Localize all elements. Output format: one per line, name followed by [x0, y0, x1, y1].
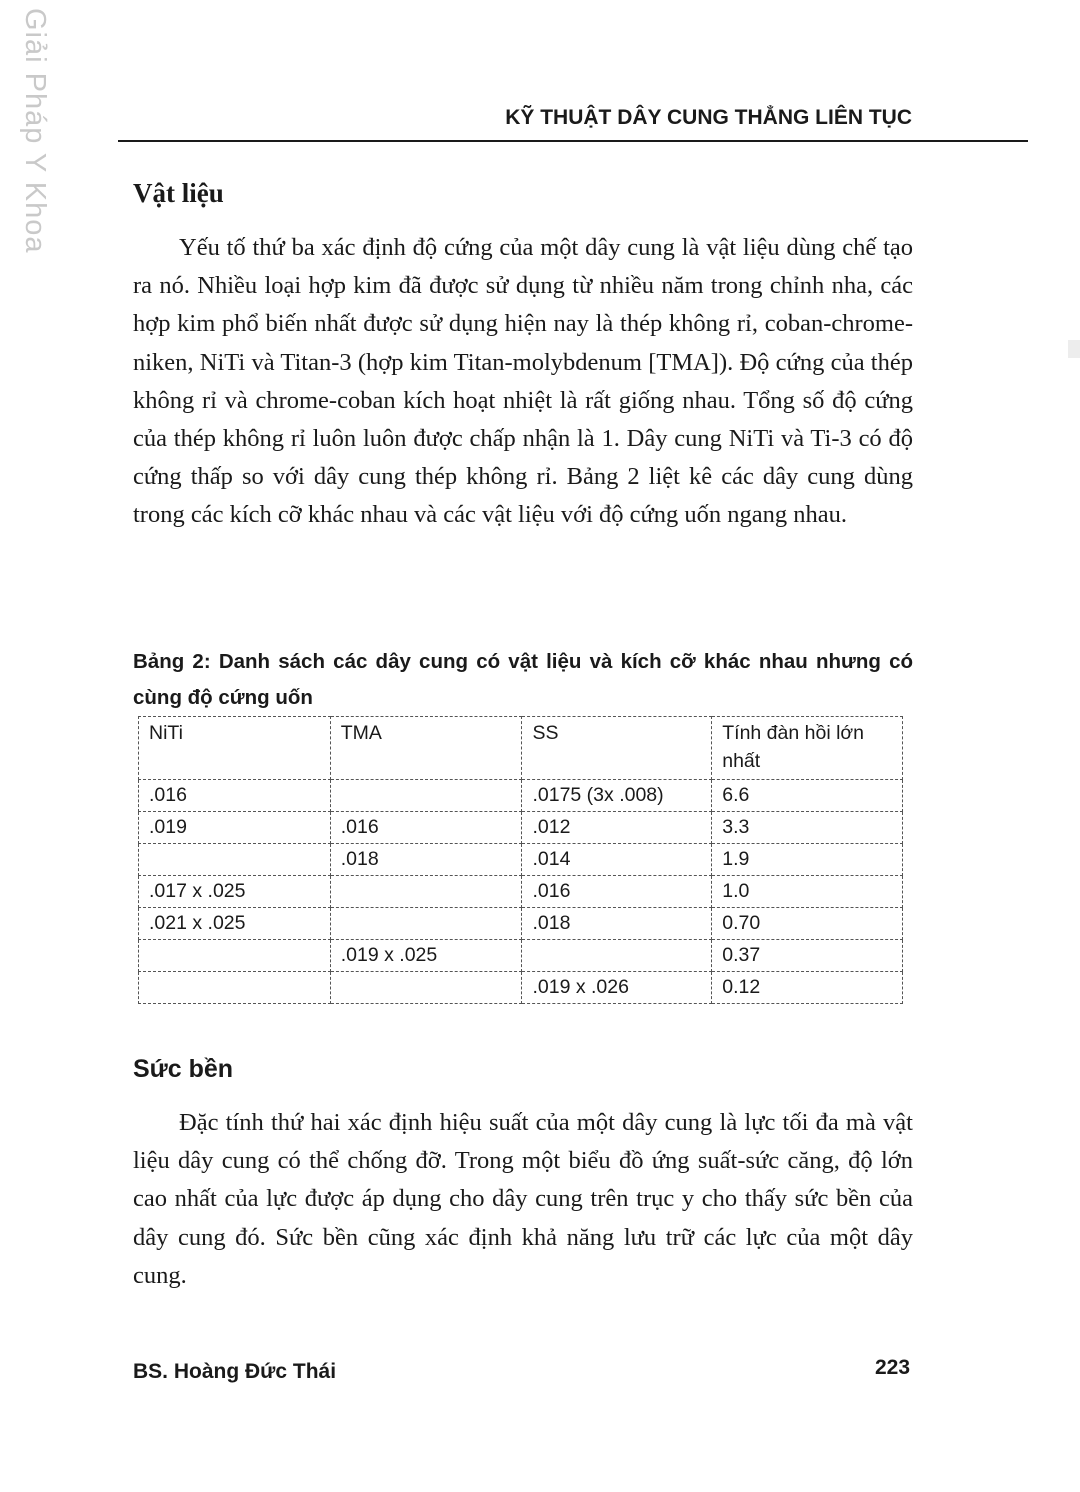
table-caption: Bảng 2: Danh sách các dây cung có vật liệu và kích cỡ khác nhau nhưng có cùng độ cứng uốn [133, 650, 913, 709]
table-cell: .017 x .025 [139, 876, 331, 908]
table-cell: 0.12 [712, 972, 903, 1004]
column-header-tma: TMA [330, 717, 522, 780]
table-row [139, 812, 903, 844]
table-cell: 6.6 [712, 780, 903, 812]
table-row [139, 908, 903, 940]
footer-author: BS. Hoàng Đức Thái [133, 1360, 337, 1383]
table-cell: .019 x .026 [522, 972, 712, 1004]
watermark-text: Giải Pháp Y Khoa [19, 8, 51, 254]
table-cell: .012 [522, 812, 712, 844]
section-paragraph-materials: Yếu tố thứ ba xác định độ cứng của một dây cung là vật liệu dùng chế tạo ra nó. Nhiều loại hợp kim đã được sử dụng từ nhiều năm trong chỉnh nha, các hợp kim phổ biến nhất được sử dụng hiện nay là thép không rỉ, coban-chrome-niken, NiTi và Titan-3 (hợp kim Titan-molybdenum [TMA]). Độ cứng của thép không rỉ và chrome-coban kích hoạt nhiệt là rất giống nhau. Tổng số độ cứng của thép không rỉ luôn luôn được chấp nhận là 1. Dây cung NiTi và Ti-3 có độ cứng thấp so với dây cung thép không rỉ. Bảng 2 liệt kê các dây cung dùng trong các kích cỡ khác nhau và các vật liệu với độ cứng uốn ngang nhau. [133, 234, 913, 529]
table-cell [522, 940, 712, 972]
header-divider [118, 140, 1028, 142]
table-cell: 3.3 [712, 812, 903, 844]
table-cell [139, 940, 331, 972]
table-cell: .0175 (3x .008) [522, 780, 712, 812]
column-header-niti: NiTi [139, 717, 331, 780]
section-heading-strength: Sức bền [133, 1055, 234, 1083]
column-header-elasticity: Tính đàn hồi lớn nhất [712, 717, 903, 780]
table-row [139, 940, 903, 972]
table-row [139, 876, 903, 908]
table-cell: 0.70 [712, 908, 903, 940]
table-header-row [139, 717, 903, 780]
table-cell [139, 844, 331, 876]
page-number: 223 [875, 1356, 911, 1379]
table-cell [330, 908, 522, 940]
table-row [139, 972, 903, 1004]
running-header: KỸ THUẬT DÂY CUNG THẲNG LIÊN TỤC [505, 106, 912, 129]
column-header-ss: SS [522, 717, 712, 780]
scan-edge-mark [1068, 340, 1080, 358]
table-cell: 0.37 [712, 940, 903, 972]
table-cell: .016 [330, 812, 522, 844]
section-paragraph-strength: Đặc tính thứ hai xác định hiệu suất của một dây cung là lực tối đa mà vật liệu dây cung có thể chống đỡ. Trong một biểu đồ ứng suất-sức căng, độ lớn cao nhất của lực được áp dụng cho dây cung trên trục y cho thấy sức bền của dây cung đó. Sức bền cũng xác định khả năng lưu trữ các lực của một dây cung. [133, 1109, 913, 1289]
table-cell: 1.9 [712, 844, 903, 876]
table-cell: .016 [522, 876, 712, 908]
table-cell: 1.0 [712, 876, 903, 908]
archwire-table [138, 716, 903, 1004]
table-cell: .018 [330, 844, 522, 876]
table-row [139, 780, 903, 812]
table-row [139, 844, 903, 876]
table-cell: .018 [522, 908, 712, 940]
table-cell [139, 972, 331, 1004]
table-cell: .016 [139, 780, 331, 812]
table-cell [330, 876, 522, 908]
table-cell: .021 x .025 [139, 908, 331, 940]
table-cell: .019 x .025 [330, 940, 522, 972]
table-cell: .014 [522, 844, 712, 876]
table-cell [330, 972, 522, 1004]
table-cell [330, 780, 522, 812]
table-cell: .019 [139, 812, 331, 844]
section-heading-materials: Vật liệu [133, 178, 224, 208]
